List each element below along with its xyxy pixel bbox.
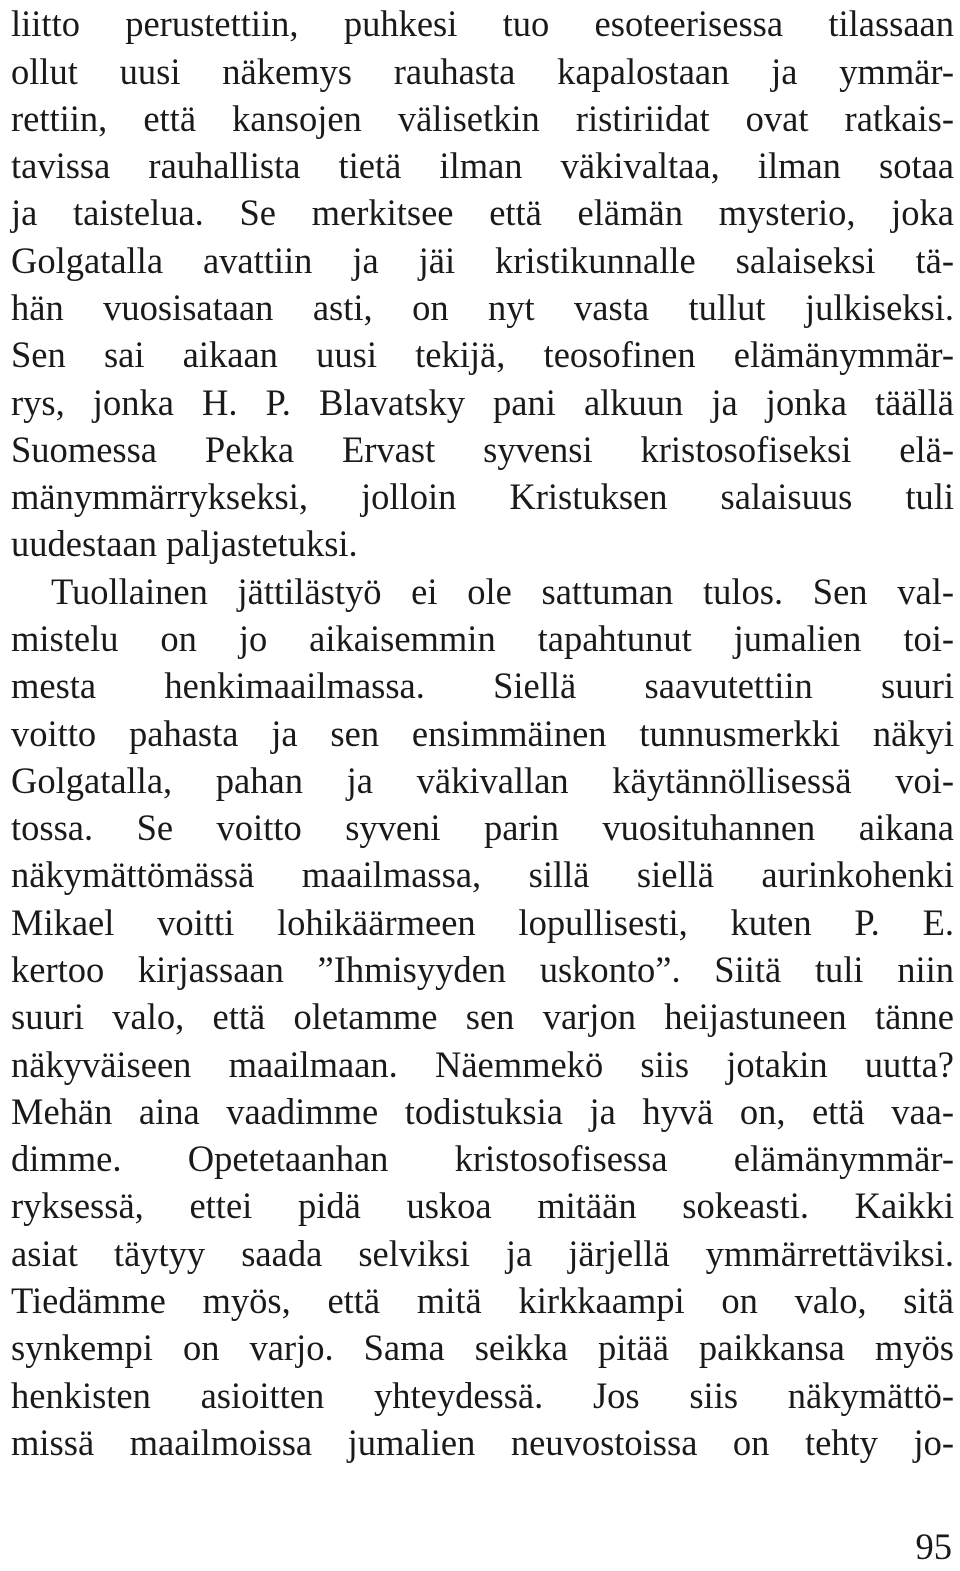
text-line: asiat täytyy saada selviksi ja järjellä ymmärrettäviksi. (11, 1233, 954, 1274)
text-line: kertoo kirjassaan ”Ihmisyyden uskonto”. Siitä tuli niin (11, 949, 954, 990)
text-line: hän vuosisataan asti, on nyt vasta tullut julkiseksi. (11, 287, 954, 328)
text-line: tossa. Se voitto syveni parin vuosituhannen aikana (11, 807, 954, 848)
text-line: suuri valo, että oletamme sen varjon heijastuneen tänne (11, 996, 954, 1037)
page-number: 95 (915, 1526, 952, 1567)
text-line: synkempi on varjo. Sama seikka pitää paikkansa myös (11, 1327, 954, 1368)
text-line: näkymättömässä maailmassa, sillä siellä aurinkohenki (11, 854, 954, 895)
text-line: Mikael voitti lohikäärmeen lopullisesti, kuten P. E. (11, 902, 954, 943)
text-line: ollut uusi näkemys rauhasta kapalostaan ja ymmär- (11, 51, 954, 92)
text-line: rettiin, että kansojen välisetkin ristiriidat ovat ratkais- (11, 98, 954, 139)
text-line: henkisten asioitten yhteydessä. Jos siis näkymättö- (11, 1375, 954, 1416)
text-line: Sen sai aikaan uusi tekijä, teosofinen elämänymmär- (11, 334, 954, 375)
text-line: näkyväiseen maailmaan. Näemmekö siis jotakin uutta? (11, 1044, 954, 1085)
text-line: mänymmärrykseksi, jolloin Kristuksen salaisuus tuli (11, 476, 954, 517)
text-line: Suomessa Pekka Ervast syvensi kristosofiseksi elä- (11, 429, 954, 470)
text-line: mesta henkimaailmassa. Siellä saavutettiin suuri (11, 665, 954, 706)
text-line: Golgatalla, pahan ja väkivallan käytännöllisessä voi- (11, 760, 954, 801)
text-line: Golgatalla avattiin ja jäi kristikunnalle salaiseksi tä- (11, 240, 954, 281)
text-line: ja taistelua. Se merkitsee että elämän mysterio, joka (11, 192, 954, 233)
text-line: ryksessä, ettei pidä uskoa mitään sokeasti. Kaikki (11, 1185, 954, 1226)
text-line: liitto perustettiin, puhkesi tuo esoteerisessa tilassaan (11, 3, 954, 44)
paragraph-start-line: Tuollainen jättilästyö ei ole sattuman tulos. Sen val- (51, 571, 954, 612)
text-line: rys, jonka H. P. Blavatsky pani alkuun ja jonka täällä (11, 382, 954, 423)
text-line: Mehän aina vaadimme todistuksia ja hyvä on, että vaa- (11, 1091, 954, 1132)
text-line: voitto pahasta ja sen ensimmäinen tunnusmerkki näkyi (11, 713, 954, 754)
paragraph-end-line: uudestaan paljastetuksi. (11, 523, 358, 564)
text-line: tavissa rauhallista tietä ilman väkivaltaa, ilman sotaa (11, 145, 954, 186)
text-line: dimme. Opetetaanhan kristosofisessa elämänymmär- (11, 1138, 954, 1179)
text-line: Tiedämme myös, että mitä kirkkaampi on valo, sitä (11, 1280, 954, 1321)
text-line: mistelu on jo aikaisemmin tapahtunut jumalien toi- (11, 618, 954, 659)
text-line: missä maailmoissa jumalien neuvostoissa on tehty jo- (11, 1422, 954, 1463)
